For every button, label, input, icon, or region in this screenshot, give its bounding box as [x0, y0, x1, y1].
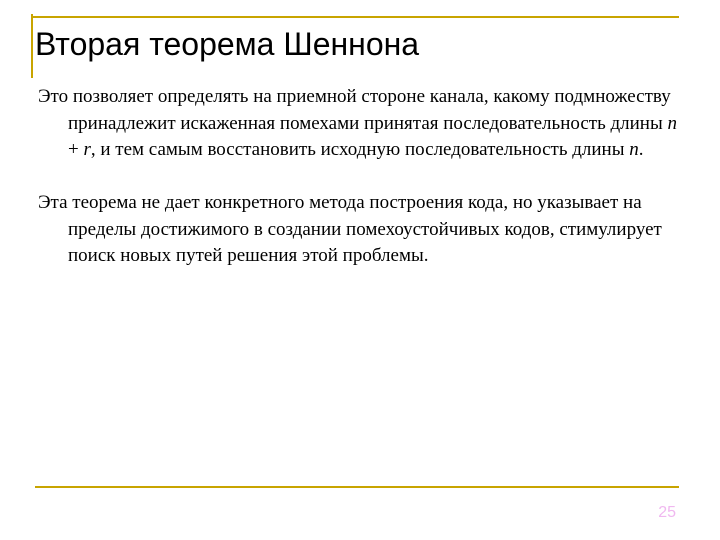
title-left-rule	[31, 14, 33, 78]
paragraph-1-plus: +	[68, 139, 84, 160]
paragraph-2: Эта теорема не дает конкретного метода построения кода, но указывает на пределы достижимого в создании помехоустойчивых кодов, стимулирует поиск новых путей решения этой проблемы.	[38, 192, 662, 266]
paragraph-1-var-n: n	[667, 112, 677, 134]
paragraph-1-text-4: .	[638, 139, 644, 160]
paragraph-1	[38, 84, 678, 164]
slide-title: Вторая теорема Шеннона	[35, 26, 420, 62]
paragraph-1-var-n-2: n	[629, 139, 639, 160]
slide-body	[38, 84, 678, 296]
paragraph-1-text-3: , и тем самым восстановить исходную последовательность длины	[90, 139, 630, 160]
title-top-rule	[31, 16, 679, 18]
footer-rule	[35, 486, 679, 488]
paragraph-1-text-1: Это позволяет определять на приемной стороне канала, какому подмножеству принадлежит искаженная помехами принятая последовательность длины	[38, 86, 671, 134]
page-number: 25	[658, 504, 676, 521]
paragraph-1-var-r: r	[83, 139, 91, 160]
